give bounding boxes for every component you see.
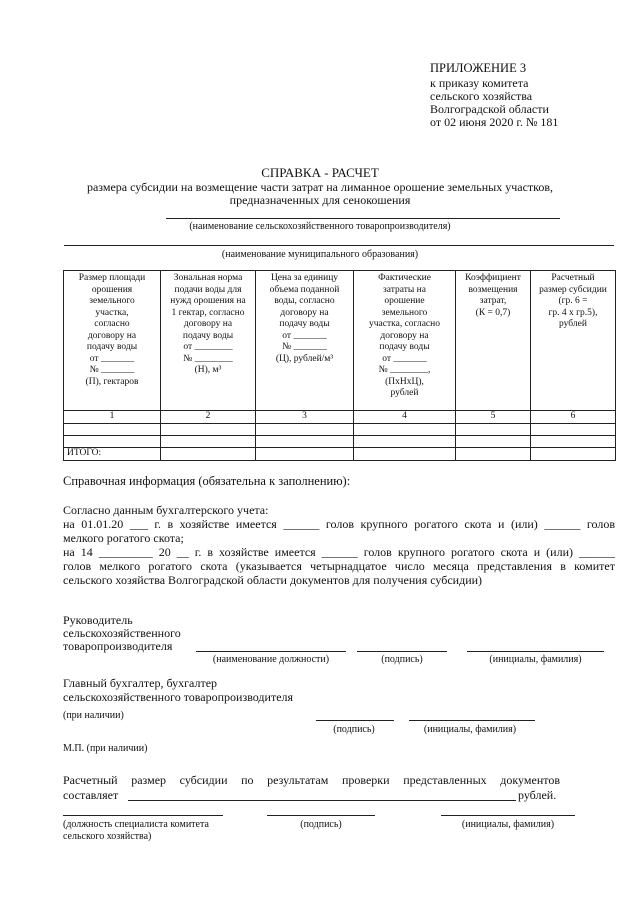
column-header-line: 1 гектар, согласно — [171, 307, 245, 318]
column-header-line: от ________ — [183, 342, 233, 352]
specialist-position-caption: (должность специалиста комитета — [63, 819, 209, 830]
column-header-line: орошения — [91, 284, 133, 295]
column-header-line: подачу воды — [379, 342, 430, 352]
head-title: товаропроизводителя — [63, 639, 173, 653]
column-header-line: (Ц), рублей/м³ — [275, 353, 334, 364]
calculated-subsidy-line: Расчетный размер субсидии по результатам проверки представленных документов — [63, 773, 560, 787]
subsidy-amount-line[interactable] — [128, 800, 516, 801]
column-header-line: участка, — [95, 307, 129, 318]
specialist-position-caption: сельского хозяйства) — [63, 831, 152, 842]
column-header-area — [64, 271, 161, 411]
column-header-line: затрат, — [479, 296, 507, 306]
accounting-line: Согласно данным бухгалтерского учета: — [63, 503, 269, 517]
appendix-line: от 02 июня 2020 г. № 181 — [430, 115, 559, 129]
document-subtitle: предназначенных для сенокошения — [229, 193, 411, 207]
column-header-line: от _______ — [282, 330, 327, 341]
column-header-price — [256, 271, 354, 411]
column-header-line: Зональная норма — [173, 273, 243, 283]
specialist-name-caption: (инициалы, фамилия) — [461, 819, 555, 830]
livestock-line-2: мелкого рогатого скота; — [63, 531, 184, 545]
head-name-caption: (инициалы, фамилия) — [489, 654, 582, 665]
column-header-line: рублей — [559, 319, 587, 329]
column-header-line: воды, согласно — [274, 296, 335, 306]
column-header-line: № _______ — [89, 365, 135, 375]
column-header-line: Коэффициент — [465, 273, 521, 283]
stamp-place: М.П. (при наличии) — [63, 743, 148, 754]
column-header-water-norm — [161, 271, 256, 411]
table-number-row — [64, 411, 616, 424]
column-header-line: рублей — [390, 388, 419, 398]
column-number: 5 — [456, 411, 531, 424]
accountant-if-any: (при наличии) — [63, 710, 124, 721]
livestock-line-4: голов мелкого рогатого скота (указывается четырнадцатое число месяца представления в комитет — [63, 559, 615, 573]
table-header-row — [64, 271, 616, 411]
column-number: 6 — [531, 411, 616, 424]
column-header-line: от _______ — [382, 353, 427, 364]
column-header-line: № ________ — [183, 353, 233, 364]
column-header-line: нужд орошения на — [170, 296, 246, 306]
head-position-caption: (наименование должности) — [212, 654, 330, 665]
head-signature-caption: (подпись) — [381, 654, 423, 665]
livestock-line-1: на 01.01.20 ___ г. в хозяйстве имеется ______ голов крупного рогатого скота и (или) ______ голов — [63, 517, 615, 531]
column-header-line: договору на — [380, 330, 429, 341]
calculated-subsidy-prefix: составляет — [63, 788, 119, 802]
municipality-caption: (наименование муниципального образования) — [221, 249, 419, 260]
head-signature-line[interactable] — [357, 651, 447, 652]
livestock-line-3: на 14 _________ 20 __ г. в хозяйстве имеется ______ голов крупного рогатого скота и (или) ______ — [63, 545, 615, 559]
accountant-name-line[interactable] — [409, 720, 535, 721]
column-header-line: размер субсидии — [539, 284, 607, 295]
column-header-line: затраты на — [383, 284, 426, 295]
column-header-line: подачи воды для — [174, 284, 242, 295]
column-header-line: Цена за единицу — [270, 273, 339, 283]
column-header-line: подачу воды — [279, 319, 330, 329]
column-header-line: орошение — [384, 296, 425, 306]
column-header-line: земельного — [381, 307, 428, 318]
specialist-name-line[interactable] — [441, 815, 575, 816]
column-header-line: договору на — [280, 307, 329, 318]
column-header-line: (Н), м³ — [194, 365, 222, 375]
column-header-actual-costs — [354, 271, 456, 411]
appendix-line: Волгоградской области — [430, 102, 549, 116]
head-position-line[interactable] — [196, 651, 346, 652]
column-header-line: гр. 4 х гр.5), — [548, 307, 598, 318]
column-header-line: Размер площади — [78, 273, 146, 283]
appendix-line: к приказу комитета — [430, 76, 529, 90]
accountant-signature-line[interactable] — [316, 720, 394, 721]
table-row[interactable] — [64, 435, 616, 447]
column-number: 1 — [64, 411, 161, 424]
column-header-line: земельного — [89, 296, 135, 306]
column-header-line: участка, согласно — [369, 319, 440, 329]
appendix-title: ПРИЛОЖЕНИЕ 3 — [430, 61, 527, 75]
column-header-line: Расчетный — [551, 273, 595, 283]
accountant-title: Главный бухгалтер, бухгалтер — [63, 676, 218, 690]
column-header-line: № _______ — [282, 342, 327, 352]
head-title: сельскохозяйственного — [63, 626, 181, 640]
head-title: Руководитель — [63, 613, 133, 627]
subsidy-table — [63, 270, 616, 461]
specialist-signature-caption: (подпись) — [300, 819, 342, 830]
column-header-line: возмещения — [468, 284, 518, 295]
column-header-line: объема поданной — [269, 284, 340, 295]
accountant-name-caption: (инициалы, фамилия) — [423, 724, 517, 735]
accountant-title: сельскохозяйственного товаропроизводителя — [63, 690, 294, 704]
calculated-subsidy-suffix: рублей. — [518, 788, 557, 802]
table-row[interactable] — [64, 423, 616, 435]
document-subtitle: размера субсидии на возмещение части затрат на лиманное орошение земельных участков, — [86, 180, 554, 194]
column-header-line: № ________, — [378, 365, 431, 375]
reference-heading: Справочная информация (обязательна к заполнению): — [63, 474, 351, 488]
column-header-coefficient — [456, 271, 531, 411]
head-name-line[interactable] — [467, 651, 604, 652]
column-header-line: (ПхНхЦ), — [385, 376, 424, 387]
column-header-line: от _______ — [89, 353, 135, 364]
specialist-signature-line[interactable] — [267, 815, 375, 816]
document-title: СПРАВКА - РАСЧЕТ — [261, 165, 379, 180]
column-header-line: (К = 0,7) — [475, 307, 511, 318]
column-header-line: договору на — [87, 330, 137, 341]
column-header-line: Фактические — [378, 273, 431, 283]
column-header-line: (гр. 6 = — [558, 296, 588, 306]
municipality-name-line[interactable] — [64, 245, 614, 246]
column-number: 2 — [161, 411, 256, 424]
column-header-line: согласно — [94, 319, 130, 329]
accountant-signature-caption: (подпись) — [333, 724, 375, 735]
table-total-row[interactable] — [64, 447, 616, 460]
column-header-line: договору на — [183, 319, 233, 329]
column-header-line: подачу воды — [86, 342, 138, 352]
appendix-line: сельского хозяйства — [430, 89, 533, 103]
producer-name-line[interactable] — [166, 218, 560, 219]
livestock-line-5: сельского хозяйства Волгоградской области документов для получения субсидии) — [63, 573, 483, 587]
column-header-subsidy — [531, 271, 616, 411]
column-number: 4 — [354, 411, 456, 424]
column-header-line: подачу воды — [182, 330, 234, 341]
column-number: 3 — [256, 411, 354, 424]
total-label: ИТОГО: — [64, 447, 161, 460]
producer-caption: (наименование сельскохозяйственного товаропроизводителя) — [189, 221, 451, 232]
column-header-line: (П), гектаров — [85, 376, 139, 387]
specialist-position-line[interactable] — [63, 815, 223, 816]
